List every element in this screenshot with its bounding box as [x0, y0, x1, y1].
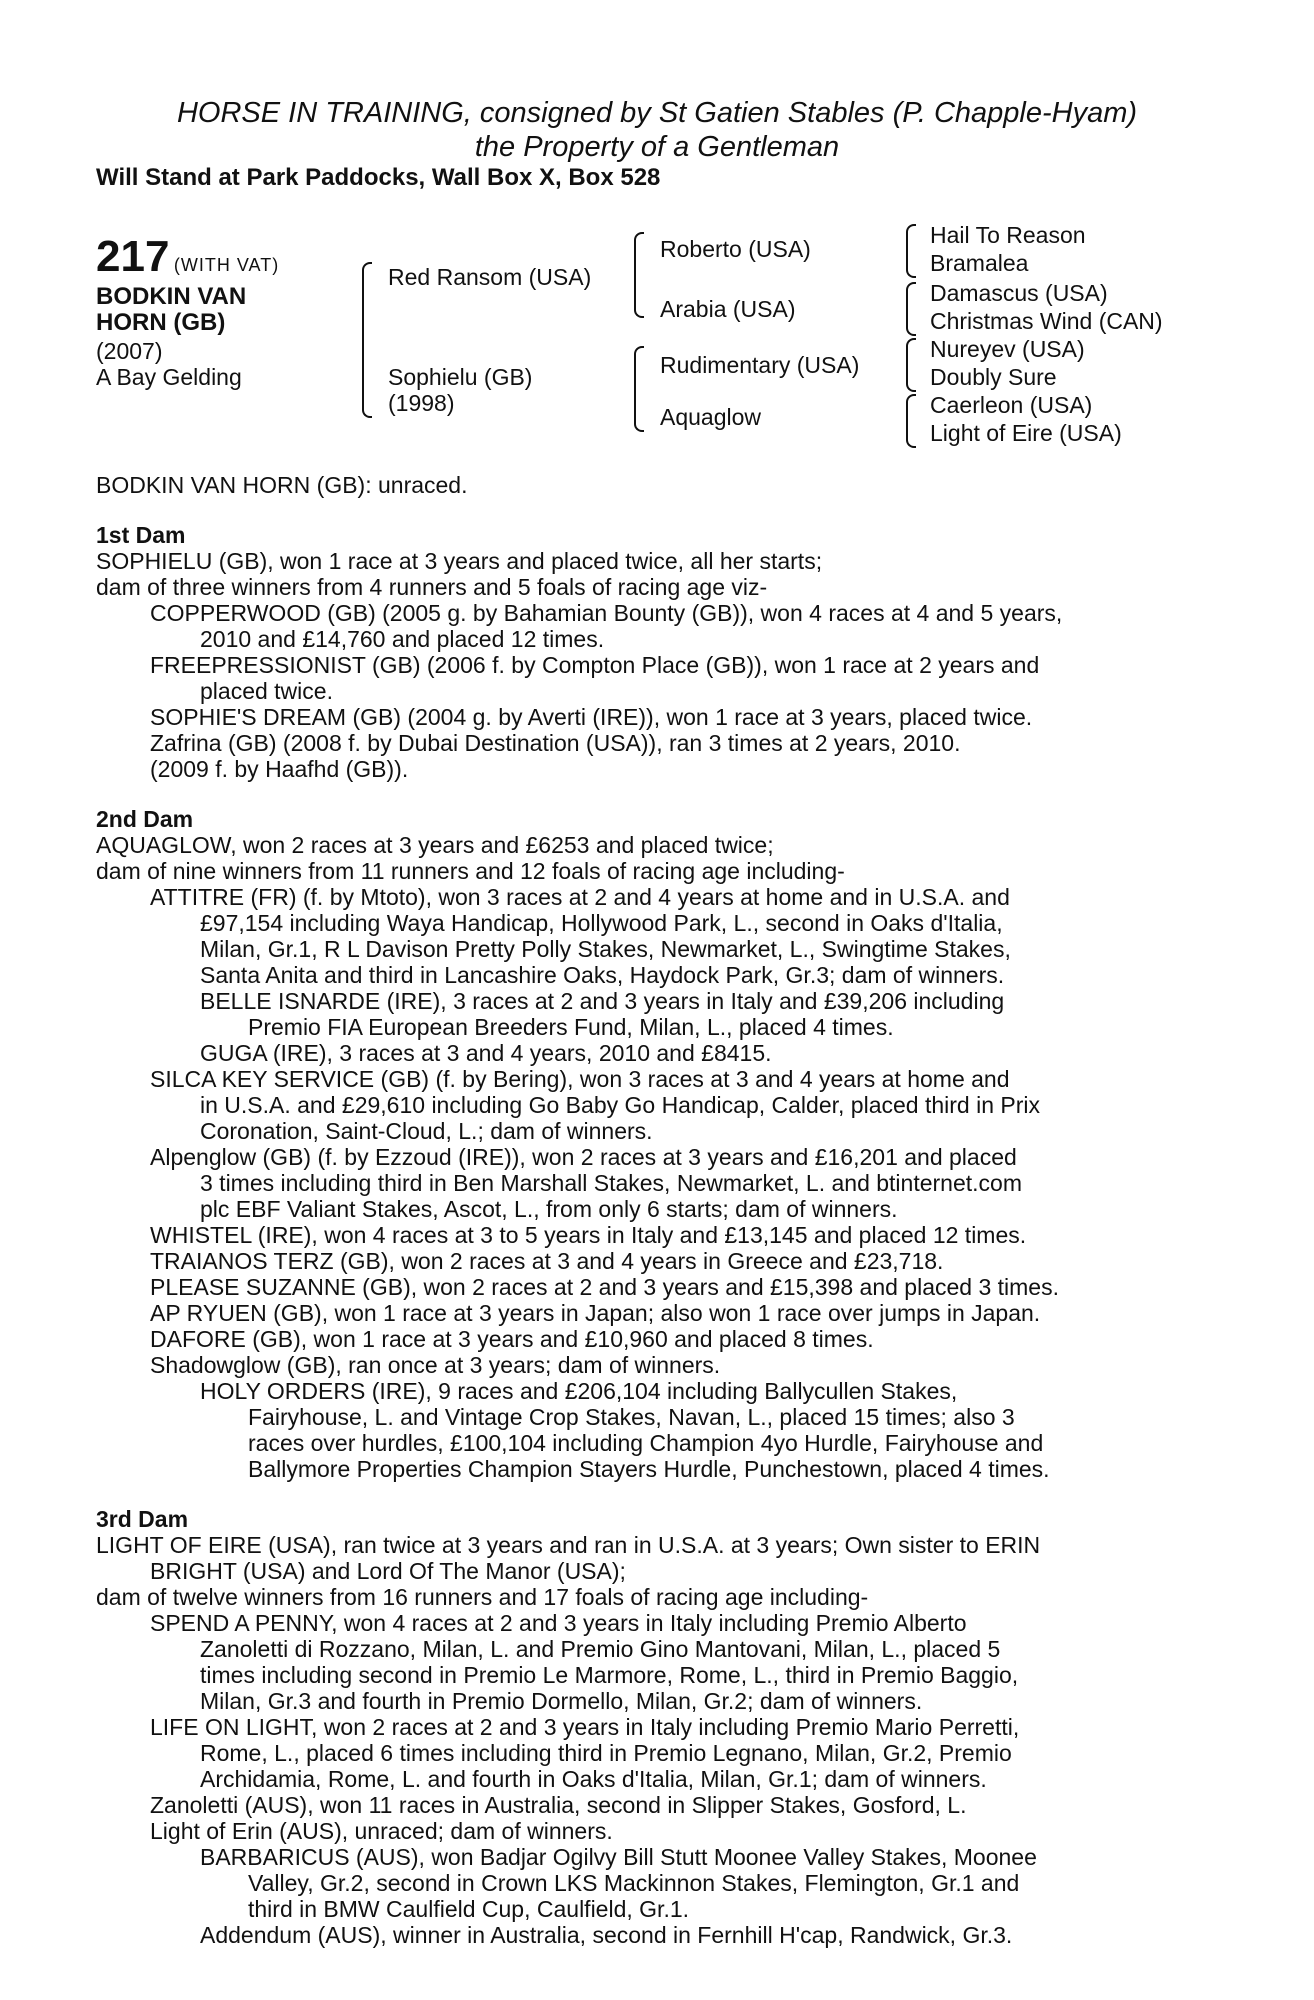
- text-line: dam of three winners from 4 runners and 5 foals of racing age viz-: [96, 574, 768, 600]
- text-line: AQUAGLOW, won 2 races at 3 years and £6253 and placed twice;: [96, 832, 774, 858]
- text-line: GUGA (IRE), 3 races at 3 and 4 years, 2010 and £8415.: [200, 1040, 772, 1066]
- text-line: Rome, L., placed 6 times including third in Premio Legnano, Milan, Gr.2, Premio: [200, 1740, 1012, 1766]
- pedigree-sss: Hail To Reason: [930, 222, 1086, 248]
- text-line: PLEASE SUZANNE (GB), won 2 races at 2 and 3 years and £15,398 and placed 3 times.: [150, 1274, 1059, 1300]
- text-line: Milan, Gr.1, R L Davison Pretty Polly Stakes, Newmarket, L., Swingtime Stakes,: [200, 936, 1011, 962]
- lot-number: 217: [96, 232, 170, 281]
- pedigree-ssd: Bramalea: [930, 250, 1029, 276]
- consignor-heading: HORSE IN TRAINING, consigned by St Gatien Stables (P. Chapple-Hyam): [176, 97, 1138, 129]
- text-line: (2009 f. by Haafhd (GB)).: [150, 756, 409, 782]
- text-line: third in BMW Caulfield Cup, Caulfield, Gr.1.: [248, 1896, 690, 1922]
- race-summary: BODKIN VAN HORN (GB): unraced.: [96, 472, 468, 498]
- text-line: placed twice.: [200, 678, 333, 704]
- text-line: in U.S.A. and £29,610 including Go Baby Go Handicap, Calder, placed third in Prix: [200, 1092, 1040, 1118]
- text-line: £97,154 including Waya Handicap, Hollywood Park, L., second in Oaks d'Italia,: [200, 910, 1003, 936]
- pedigree-sdd: Christmas Wind (CAN): [930, 308, 1163, 334]
- text-line: Premio FIA European Breeders Fund, Milan, L., placed 4 times.: [248, 1014, 894, 1040]
- text-line: times including second in Premio Le Marmore, Rome, L., third in Premio Baggio,: [200, 1662, 1019, 1688]
- pedigree-dam-dam: Aquaglow: [660, 404, 762, 430]
- pedigree-dam-sire: Rudimentary (USA): [660, 352, 860, 378]
- horse-description: A Bay Gelding: [96, 364, 242, 390]
- text-line: AP RYUEN (GB), won 1 race at 3 years in Japan; also won 1 race over jumps in Japan.: [150, 1300, 1041, 1326]
- text-line: Shadowglow (GB), ran once at 3 years; dam of winners.: [150, 1352, 721, 1378]
- pedigree-brace-sire: [634, 232, 644, 318]
- text-line: Light of Erin (AUS), unraced; dam of winners.: [150, 1818, 613, 1844]
- text-line: SPEND A PENNY, won 4 races at 2 and 3 years in Italy including Premio Alberto: [150, 1610, 967, 1636]
- text-line: COPPERWOOD (GB) (2005 g. by Bahamian Bounty (GB)), won 4 races at 4 and 5 years,: [150, 600, 1063, 626]
- text-line: dam of nine winners from 11 runners and 12 foals of racing age including-: [96, 858, 845, 884]
- pedigree-dsd: Doubly Sure: [930, 364, 1057, 390]
- text-line: DAFORE (GB), won 1 race at 3 years and £10,960 and placed 8 times.: [150, 1326, 874, 1352]
- text-line: HOLY ORDERS (IRE), 9 races and £206,104 including Ballycullen Stakes,: [200, 1378, 958, 1404]
- text-line: WHISTEL (IRE), won 4 races at 3 to 5 years in Italy and £13,145 and placed 12 times.: [150, 1222, 1027, 1248]
- section-heading-1st-dam: 1st Dam: [96, 522, 186, 548]
- pedigree-dam: Sophielu (GB): [388, 364, 533, 390]
- vat-note: (WITH VAT): [173, 255, 280, 275]
- pedigree-dss: Nureyev (USA): [930, 336, 1085, 362]
- text-line: 2010 and £14,760 and placed 12 times.: [200, 626, 605, 652]
- section-heading-3rd-dam: 3rd Dam: [96, 1506, 189, 1532]
- section-heading-2nd-dam: 2nd Dam: [96, 806, 194, 832]
- text-line: Milan, Gr.3 and fourth in Premio Dormello, Milan, Gr.2; dam of winners.: [200, 1688, 923, 1714]
- pedigree-brace-sd: [906, 282, 916, 336]
- pedigree-sire-dam: Arabia (USA): [660, 296, 796, 322]
- text-line: 3 times including third in Ben Marshall Stakes, Newmarket, L. and btinternet.com: [200, 1170, 1022, 1196]
- property-heading: the Property of a Gentleman: [474, 131, 840, 163]
- text-line: SOPHIELU (GB), won 1 race at 3 years and placed twice, all her starts;: [96, 548, 823, 574]
- text-line: Coronation, Saint-Cloud, L.; dam of winners.: [200, 1118, 653, 1144]
- pedigree-brace-ds: [906, 338, 916, 392]
- text-line: LIGHT OF EIRE (USA), ran twice at 3 years and ran in U.S.A. at 3 years; Own sister to ERIN: [96, 1532, 1041, 1558]
- text-line: Ballymore Properties Champion Stayers Hurdle, Punchestown, placed 4 times.: [248, 1456, 1050, 1482]
- pedigree-sire: Red Ransom (USA): [388, 264, 592, 290]
- text-line: Alpenglow (GB) (f. by Ezzoud (IRE)), won 2 races at 3 years and £16,201 and placed: [150, 1144, 1017, 1170]
- pedigree-dam-year: (1998): [388, 390, 455, 416]
- text-line: FREEPRESSIONIST (GB) (2006 f. by Compton Place (GB)), won 1 race at 2 years and: [150, 652, 1040, 678]
- text-line: races over hurdles, £100,104 including Champion 4yo Hurdle, Fairyhouse and: [248, 1430, 1044, 1456]
- text-line: dam of twelve winners from 16 runners and 17 foals of racing age including-: [96, 1584, 869, 1610]
- pedigree-brace-dam: [634, 346, 644, 432]
- text-line: BRIGHT (USA) and Lord Of The Manor (USA);: [150, 1558, 626, 1584]
- text-line: Addendum (AUS), winner in Australia, second in Fernhill H'cap, Randwick, Gr.3.: [200, 1922, 1013, 1948]
- pedigree-dds: Caerleon (USA): [930, 392, 1093, 418]
- stable-location: Will Stand at Park Paddocks, Wall Box X, Box 528: [96, 164, 661, 191]
- pedigree-sire-sire: Roberto (USA): [660, 236, 811, 262]
- text-line: Zanoletti di Rozzano, Milan, L. and Premio Gino Mantovani, Milan, L., placed 5: [200, 1636, 1001, 1662]
- pedigree-ddd: Light of Eire (USA): [930, 420, 1122, 446]
- text-line: SOPHIE'S DREAM (GB) (2004 g. by Averti (IRE)), won 1 race at 3 years, placed twice.: [150, 704, 1033, 730]
- pedigree-brace-gen1: [362, 262, 372, 418]
- text-line: Santa Anita and third in Lancashire Oaks, Haydock Park, Gr.3; dam of winners.: [200, 962, 1005, 988]
- lot-block: [96, 232, 279, 282]
- text-line: LIFE ON LIGHT, won 2 races at 2 and 3 years in Italy including Premio Mario Perretti,: [150, 1714, 1020, 1740]
- horse-name-line2: HORN (GB): [96, 309, 226, 336]
- text-line: BELLE ISNARDE (IRE), 3 races at 2 and 3 years in Italy and £39,206 including: [200, 988, 1005, 1014]
- text-line: Zafrina (GB) (2008 f. by Dubai Destination (USA)), ran 3 times at 2 years, 2010.: [150, 730, 961, 756]
- text-line: plc EBF Valiant Stakes, Ascot, L., from only 6 starts; dam of winners.: [200, 1196, 898, 1222]
- text-line: TRAIANOS TERZ (GB), won 2 races at 3 and 4 years in Greece and £23,718.: [150, 1248, 944, 1274]
- text-line: BARBARICUS (AUS), won Badjar Ogilvy Bill Stutt Moonee Valley Stakes, Moonee: [200, 1844, 1037, 1870]
- text-line: Zanoletti (AUS), won 11 races in Australia, second in Slipper Stakes, Gosford, L.: [150, 1792, 967, 1818]
- foaling-year: (2007): [96, 338, 163, 364]
- text-line: ATTITRE (FR) (f. by Mtoto), won 3 races at 2 and 4 years at home and in U.S.A. and: [150, 884, 1010, 910]
- text-line: Archidamia, Rome, L. and fourth in Oaks d'Italia, Milan, Gr.1; dam of winners.: [200, 1766, 987, 1792]
- pedigree-brace-dd: [906, 394, 916, 448]
- pedigree-sds: Damascus (USA): [930, 280, 1108, 306]
- horse-name-line1: BODKIN VAN: [96, 283, 247, 310]
- pedigree-brace-ss: [906, 224, 916, 278]
- text-line: Fairyhouse, L. and Vintage Crop Stakes, Navan, L., placed 15 times; also 3: [248, 1404, 1015, 1430]
- text-line: Valley, Gr.2, second in Crown LKS Mackinnon Stakes, Flemington, Gr.1 and: [248, 1870, 1020, 1896]
- text-line: SILCA KEY SERVICE (GB) (f. by Bering), won 3 races at 3 and 4 years at home and: [150, 1066, 1010, 1092]
